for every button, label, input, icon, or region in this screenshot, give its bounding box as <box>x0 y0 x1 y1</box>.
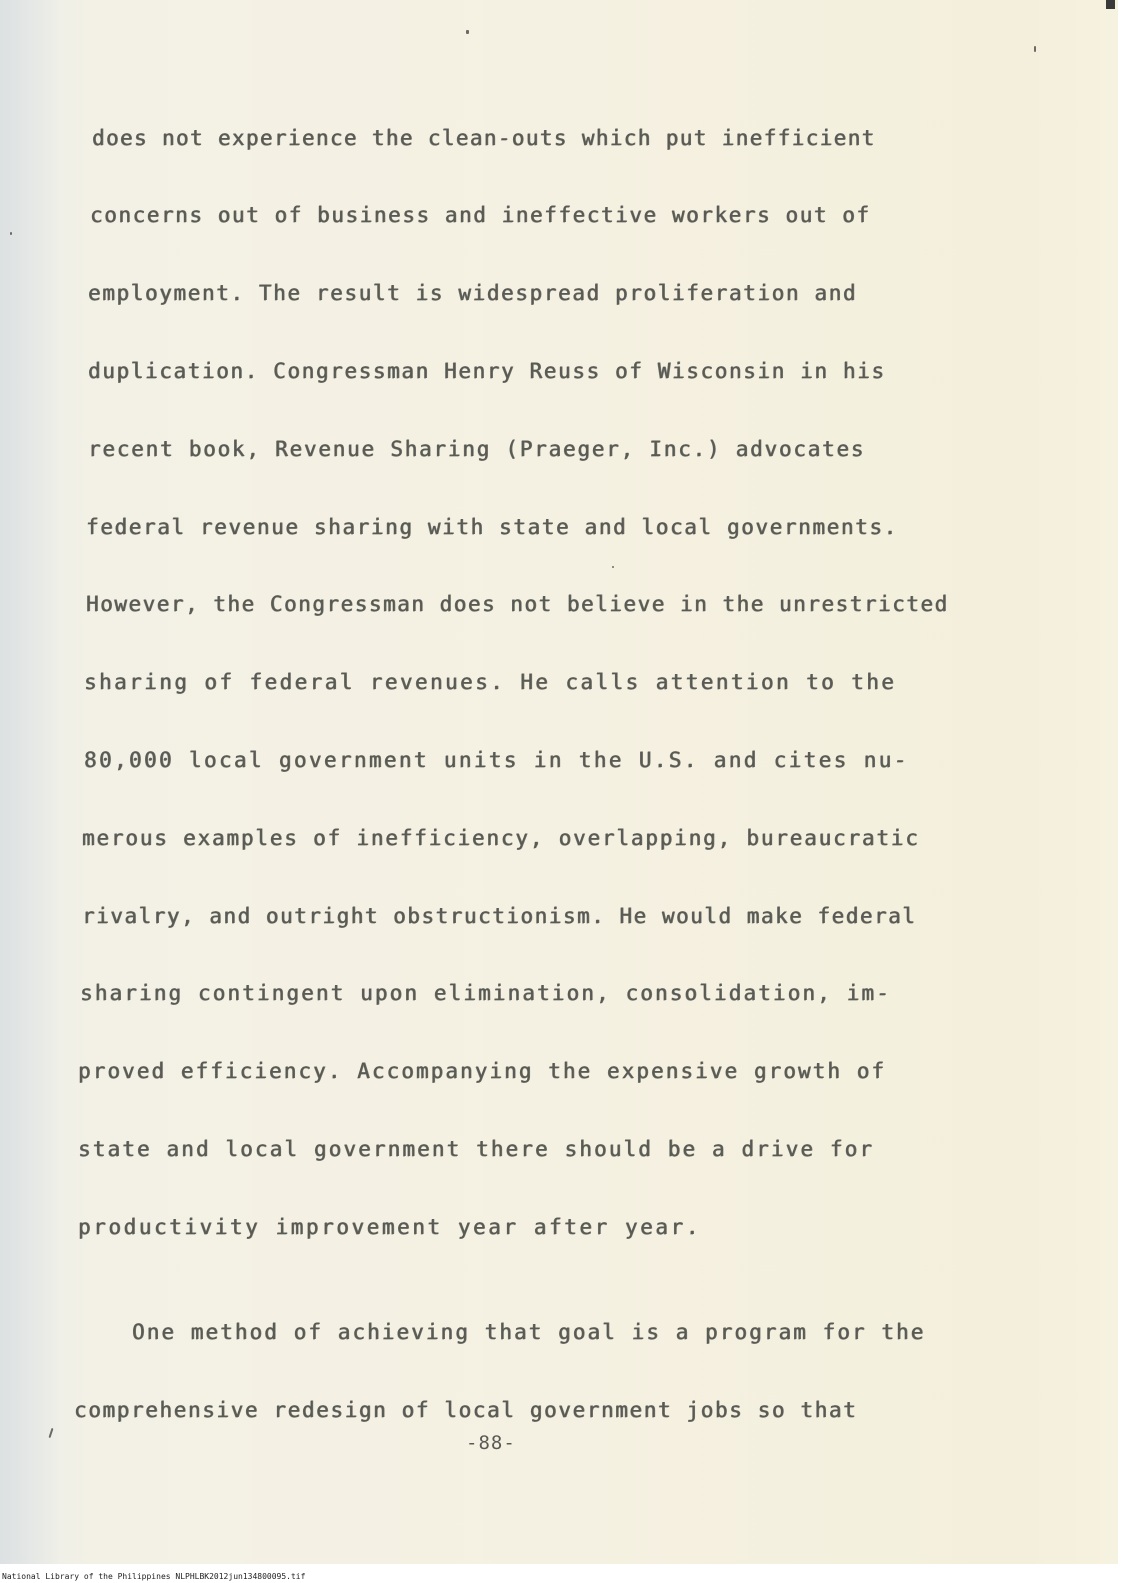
text-line-14: state and local government there should be a drive for <box>78 1137 875 1161</box>
text-line-1: does not experience the clean-outs which put inefficient <box>92 126 876 150</box>
paper-speck <box>1034 46 1036 52</box>
text-line-17: comprehensive redesign of local government jobs so that <box>74 1398 858 1422</box>
text-line-6: federal revenue sharing with state and local governments. <box>86 515 898 539</box>
text-line-4: duplication. Congressman Henry Reuss of Wisconsin in his <box>88 359 886 383</box>
text-line-5: recent book, Revenue Sharing (Praeger, Inc.) advocates <box>88 437 866 461</box>
text-line-16: One method of achieving that goal is a program for the <box>132 1320 926 1344</box>
paper-speck <box>10 232 12 235</box>
text-line-12: sharing contingent upon elimination, consolidation, im- <box>80 981 891 1005</box>
text-line-11: rivalry, and outright obstructionism. He would make federal <box>82 904 917 928</box>
footer-caption: National Library of the Philippines NLPHLBK2012jun134800095.tif <box>2 1572 306 1581</box>
scan-border <box>1118 0 1135 1583</box>
text-line-15: productivity improvement year after year. <box>78 1215 701 1239</box>
text-line-7: However, the Congressman does not believe in the unrestricted <box>86 592 949 616</box>
page-number: -88- <box>466 1432 516 1454</box>
text-line-9: 80,000 local government units in the U.S. and cites nu- <box>84 748 909 772</box>
binding-shadow <box>0 0 60 1564</box>
text-line-13: proved efficiency. Accompanying the expensive growth of <box>78 1059 887 1083</box>
text-line-3: employment. The result is widespread proliferation and <box>88 281 858 305</box>
text-line-8: sharing of federal revenues. He calls attention to the <box>84 670 897 694</box>
corner-mark <box>1106 0 1115 9</box>
text-line-10: merous examples of inefficiency, overlapping, bureaucratic <box>82 826 920 850</box>
paper-speck <box>612 566 614 568</box>
paper-speck <box>466 30 469 34</box>
text-line-2: concerns out of business and ineffective workers out of <box>90 203 871 227</box>
